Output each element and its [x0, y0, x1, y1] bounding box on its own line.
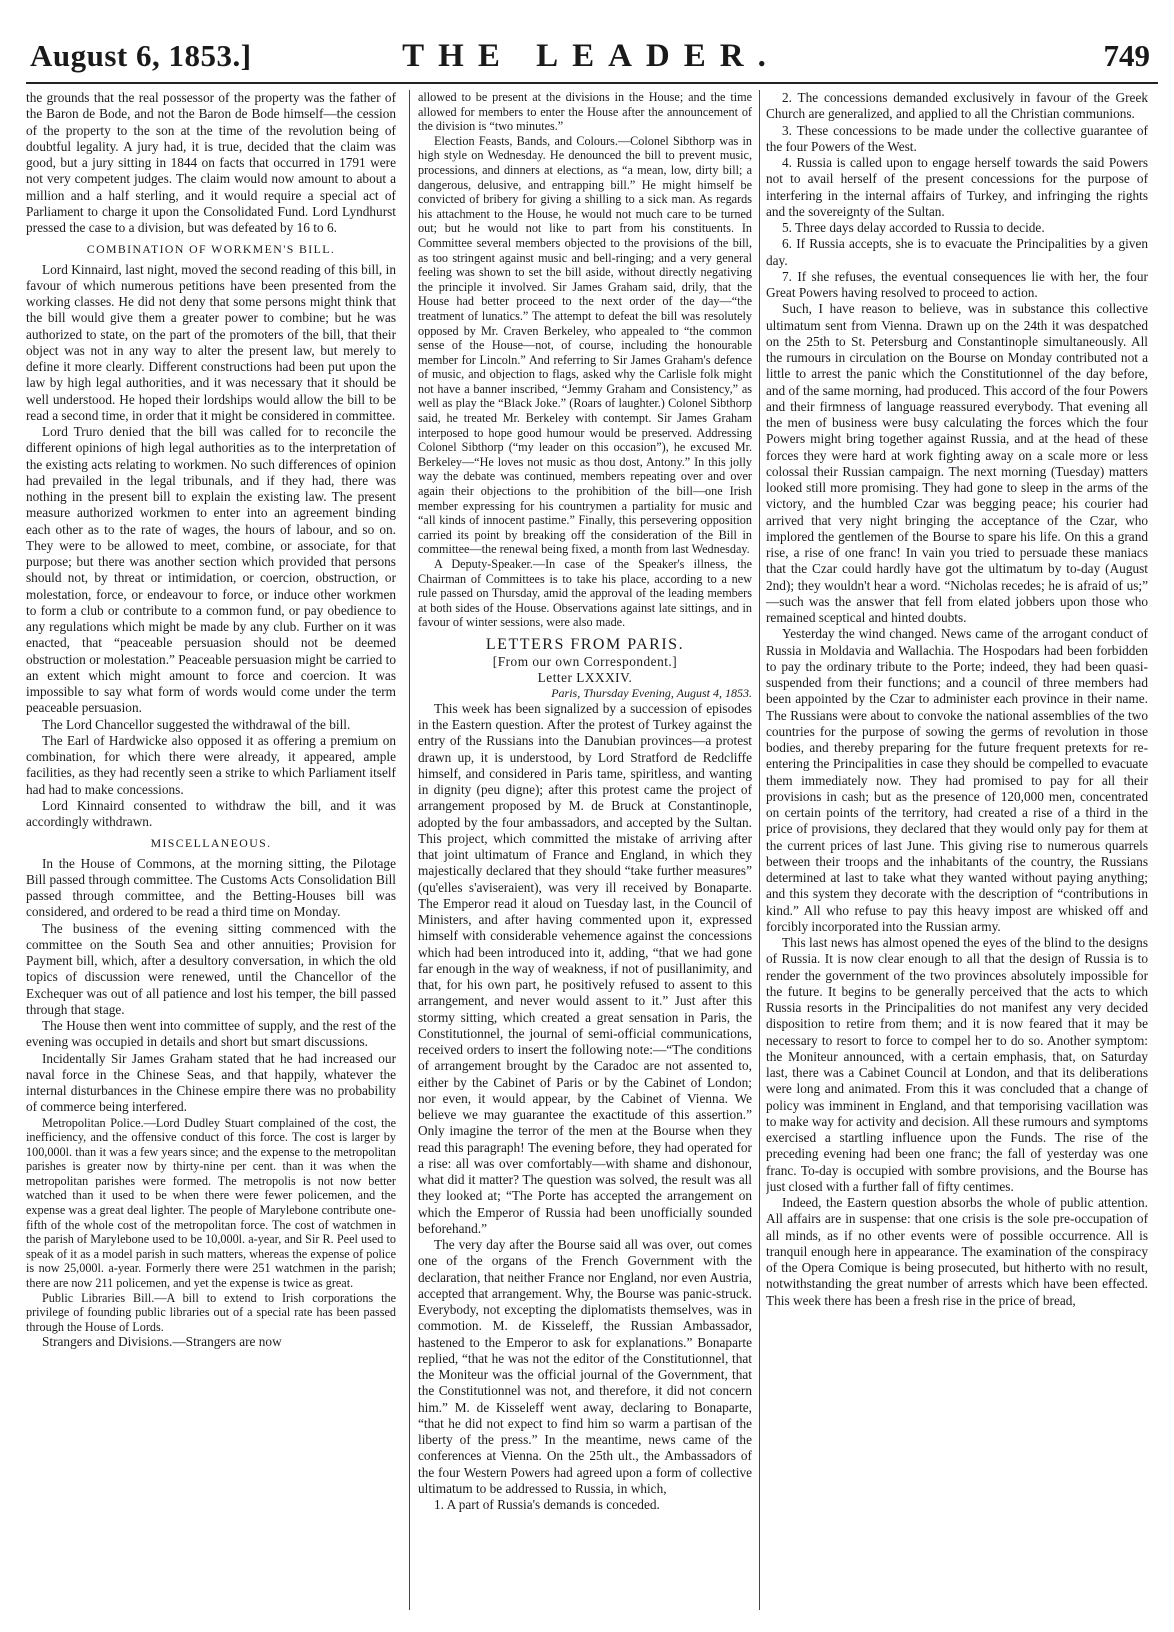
paragraph: The House then went into committee of supply, and the rest of the evening was occupied in details and short but smart discussions. — [26, 1018, 396, 1050]
issue-date: August 6, 1853.] — [30, 38, 252, 73]
paragraph: the grounds that the real possessor of the property was the father of the Baron de Bode, and not the Baron de Bode himself—the cession of the property to the son at the time of the revolution being of doubtful legality. A jury had, it is true, decided that the claim was good, but a jury sitting in 1844 on facts that occurred in 1791 were not very competent judges. The claim would now amount to about a million and a half sterling, and it would require a special act of Parliament to charge it upon the Consolidated Fund. Lord Lyndhurst pressed the case to a division, but was defeated by 16 to 6. — [26, 90, 396, 235]
page-header — [26, 36, 1156, 84]
paragraph: Metropolitan Police.—Lord Dudley Stuart complained of the cost, the inefficiency, and the offensive conduct of this force. The cost is larger by 100,000l. than it was a few years since; and the expense to the metropolitan parishes is greater now by thirty-nine per cent. than it was when the metropolitan parishes were formed. The metropolis is not now better watched than it used to be when there were fewer policemen, and the expense was a great deal lighter. The people of Marylebone contribute one-fifth of the whole cost of the metropolitan force. The cost of watchmen in the parish of Marylebone used to be 10,000l. a-year, and Sir R. Peel used to speak of it as a model parish in such matters, whereas the expense of police is now 25,000l. a-year. Formerly there were 251 watchmen in the parish; there are now 211 policemen, and yet the expense is twice as great. — [26, 1115, 396, 1291]
column-divider — [409, 90, 410, 1610]
paragraph: Public Libraries Bill.—A bill to extend to Irish corporations the privilege of founding public libraries out of a special rate has been passed through the House of Lords. — [26, 1290, 396, 1334]
paragraph: 4. Russia is called upon to engage herself towards the said Powers not to avail herself of the present concessions for the purpose of interfering in the internal affairs of Turkey, and infringing the rights and the sovereignty of the Sultan. — [766, 155, 1148, 219]
column-2 — [418, 90, 752, 1615]
paragraph: Lord Truro denied that the bill was called for to reconcile the different opinions of high legal authorities as to the interpretation of the existing acts relating to workmen. No such differences of opinion had prevailed in the legal tribunals, and if they had, there was nothing in the present bill to explain the existing law. The present measure authorized workmen to enter into an agreement binding each other as to the rate of wages, the hours of labour, and so on. They were to be allowed to meet, combine, or associate, for that purpose; but there was another section which provided that persons should not, by threat or intimidation, or coercion, obstruction, or molestation, force, or endeavour to force, or induce other workmen to form a club or contribute to a common fund, or pay obedience to any regulations which might be made by any club. Further on it was enacted, that “peaceable persuasion should not be deemed obstruction or molestation.” Peaceable persuasion might be carried to an extent which might amount to force and coercion. It was impossible to say what form of words would come under the term peaceable persuasion. — [26, 424, 396, 716]
column-3 — [766, 90, 1148, 1615]
letter-number: Letter LXXXIV. — [537, 669, 633, 685]
paragraph: Lord Kinnaird consented to withdraw the bill, and it was accordingly withdrawn. — [26, 797, 396, 829]
paragraph: 5. Three days delay accorded to Russia to decide. — [782, 220, 1045, 235]
page-number: 749 — [1103, 38, 1150, 73]
paragraph: The Lord Chancellor suggested the withdrawal of the bill. — [42, 716, 351, 732]
paragraph: allowed to be present at the divisions in the House; and the time allowed for members to enter the House after the announcement of the division is “two minutes.” — [418, 90, 752, 134]
dateline: Paris, Thursday Evening, August 4, 1853. — [551, 685, 752, 700]
paragraph: Indeed, the Eastern question absorbs the whole of public attention. All affairs are in suspense: that one crisis is the sole pre-occupation of all minds, as if no other events were of possible occurrence. All is tranquil enough here in appearance. The examination of the conspiracy of the Opera Comique is being prosecuted, but hitherto with no result, notwithstanding the great number of arrests which have been effected. This week there has been a fresh rise in the price of bread, — [766, 1195, 1148, 1308]
column-1 — [26, 90, 396, 1615]
paragraph: Lord Kinnaird, last night, moved the second reading of this bill, in favour of which numerous petitions have been presented from the working classes. He did not deny that some persons might think that the bill would give them a greater power to combine; but he was authorized to state, on the part of the promoters of the bill, that their object was not in any way to alter the present law, but merely to define it more clearly. Different constructions had been put upon the law by high legal authorities, and it was necessary that it should be well understood. He hoped their lordships would allow the bill to be read a second time, in order that it might be considered in committee. — [26, 261, 396, 423]
column-divider — [759, 90, 760, 1610]
paragraph: Such, I have reason to believe, was in substance this collective ultimatum sent from Vienna. Drawn up on the 24th it was despatched on the 25th to St. Petersburg and Constantinople simultaneously. All the rumours in circulation on the Bourse on Monday contributed not a little to arrest the panic which the Constitutionnel of the day before, and of the same morning, had produced. This accord of the four Powers and their firmness of language reassured everybody. That evening all the men of business were busy calculating the forces which the four Powers might bring together against Russia, and at the head of these forces they were hard at work fighting away on a scale more or less colossal their Russian campaign. The next morning (Tuesday) matters looked still more promising. They had gone to sleep in the arms of the victory, and the humbled Czar was begging peace; his courier had arrived that very night bringing the acceptance of the Czar, who implored the gentlemen of the Bourse to spare his life. On this a grand rise, a rise of one franc! In vain you tried to persuade these maniacs that the Czar could hardly have got the ultimatum by to-day (August 2nd); they wouldn't hear a word. “Nicholas recedes; he is afraid of us;” —such was the answer that fell from elated jobbers upon those who remained sceptical and hinted doubts. — [766, 301, 1148, 625]
paragraph: 6. If Russia accepts, she is to evacuate the Principalities by a given day. — [766, 236, 1148, 268]
paragraph: This week has been signalized by a succession of episodes in the Eastern question. After the protest of Turkey against the entry of the Russians into the Danubian provinces—a protest drawn up, it is understood, by Lord Stratford de Redcliffe himself, and considered in Paris tame, spiritless, and wanting in dignity (peu digne); after this protest came the project of arrangement proposed by M. de Bruck at Constantinople, adopted by the four ambassadors, and accepted by the Sultan. This project, which committed the mistake of arriving after that joint ultimatum of France and England, in which they majestically declared that they should “take further measures” (qu'elles s'aviseraient), was very ill received by Bonaparte. The Emperor read it aloud on Tuesday last, in the Council of Ministers, and after having commented upon it, expressed himself with considerable vehemence against the concessions which had been introduced into it, adding, “that we had gone far enough in the way of weakness, if not of pusillanimity, and that, for his own part, he positively refused to assent to this arrangement, and never would assent to it.” Just after this stormy sitting, which created a great sensation in Paris, the Constitutionnel, the journal of semi-official communications, received orders to insert the following note:—“The conditions of arrangement brought by the Caradoc are not assented to, either by the Cabinet of Paris or by the Cabinet of London; nor even, it would appear, by the Cabinet of Vienna. We believe we may guarantee the exactitude of this assertion.” Only imagine the terror of the men at the Bourse when they read this paragraph! The evening before, they had operated for a rise: all was over comfortably—with shame and dishonour, what did it matter? The question was solved, the result was all they looked at; “The Porte has accepted the arrangement on which the Emperor of Russia had been unofficially sounded beforehand.” — [418, 700, 752, 1236]
newspaper-title: THE LEADER. — [402, 38, 780, 74]
paragraph: The business of the evening sitting commenced with the committee on the South Sea and other annuities; Provision for Payment bill, which, after a desultory conversation, in which the old topics of discussion were renewed, until the Chancellor of the Exchequer was out of all patience and lost his temper, the bill passed through that stage. — [26, 920, 396, 1017]
paragraph: The very day after the Bourse said all was over, out comes one of the organs of the French Government with the declaration, that neither France nor England, nor even Austria, accepted that arrangement. Why, the Bourse was panic-struck. Everybody, not excepting the diplomatists themselves, was in commotion. M. de Kisseleff, the Russian Ambassador, hastened to the Emperor to ask for explanations.” Bonaparte replied, “that he was not the editor of the Constitutionnel, that the Moniteur was the official journal of the Government, that the Constitutionnel was not, and therefore, it did not concern him.” M. de Kisseleff went away, declaring to Bonaparte, “that he did not expect to find him so warm a partisan of the liberty of the press.” In the meantime, news came of the conferences at Vienna. On the 25th ult., the Ambassadors of the four Western Powers had agreed upon a form of collective ultimatum to be addressed to Russia, in which, — [418, 1237, 752, 1496]
paragraph: Yesterday the wind changed. News came of the arrogant conduct of Russia in Moldavia and Wallachia. The Hospodars had been forbidden to pay the ordinary tribute to the Porte; indeed, they had been quasi-suspended from their functions; and a council of three members had been appointed by the Czar to administer each province in their name. The Russians were about to convoke the national assemblies of the two countries for the purpose of sowing the germs of revolution in those bodies, and thereby preparing for the future frequent pretexts for re-entering the Principalities in case they should be compelled to evacuate them immediately now. They had promised to pay for all their provisions in cash; but as the presence of 120,000 men, concentrated on certain points of the territory, had created a rise of a third in the price of provisions, they declared that they would only pay for them at the current prices of last June. This giving rise to numerous quarrels between their troops and the inhabitants of the country, the Russians determined at last to take what they wanted without paying anything; and this system they decorate with the description of “contributions in kind.” All who refuse to pay this heavy impost are whisked off and forcibly incorporated into the Russian army. — [766, 626, 1148, 934]
paragraph: 3. These concessions to be made under the collective guarantee of the four Powers of the West. — [766, 122, 1148, 154]
letter-subheading: [From our own Correspondent.] — [492, 653, 678, 669]
paragraph: Election Feasts, Bands, and Colours.—Colonel Sibthorp was in high style on Wednesday. He denounced the bill to prevent music, processions, and dinners at elections, as “a mean, low, dirty bill; a dangerous, delusive, and entrapping bill.” He might himself be convicted of bribery for giving a shilling to a sick man. As regards his attachment to the House, he would not much care to be turned out; but he would not like to part from his constituents. In Committee several members objected to the provisions of the bill, as too stringent against music and bell-ringing; and a very general feeling was shown to set the bill aside, without directly negativing the principle it involved. Sir James Graham said, drily, that the House had better proceed to the next order of the day—“the treatment of lunatics.” The attempt to defeat the bill was resolutely opposed by Mr. Craven Berkeley, who appealed to “the common sense of the House—not, of course, including the honourable member for Lincoln.” And referring to Sir James Graham's defence of music, and objection to flags, asked why the Carlisle folk might not have a banner inscribed, “Jemmy Graham and Consistency,” as well as play the “Black Joke.” (Roars of laughter.) Colonel Sibthorp said, he treated Mr. Berkeley with contempt. Sir James Graham interposed to hope good humour would be preserved. Addressing Colonel Sibthorp (“my leader on this occasion”), he excused Mr. Berkeley—“He loves not music as thou dost, Antony.” In this jolly way the debate was continued, members repeating over and over again their objections to the prohibition of the bill—one Irish member expressing for his countrymen a partiality for music and “all kinds of innocent pastime.” Finally, this persevering opposition carried its point by breaking off the consideration of the Bill in committee—the renewal being fixed, a month from last Wednesday. — [418, 133, 752, 557]
header-rule — [26, 82, 1158, 84]
paragraph: A Deputy-Speaker.—In case of the Speaker's illness, the Chairman of Committees is to take his place, according to a new rule passed on Thursday, amid the approval of the leading members at both sides of the House. Observations against late sittings, and in favour of winter sessions, were also made. — [418, 557, 752, 630]
paragraph: Incidentally Sir James Graham stated that he had increased our naval force in the Chinese Seas, and that happily, whatever the internal disturbances in the Chinese empire there was no probability of commerce being interfered. — [26, 1050, 396, 1115]
letter-heading: LETTERS FROM PARIS. — [485, 635, 685, 653]
paragraph: 2. The concessions demanded exclusively in favour of the Greek Church are generalized, and applied to all the Christian communions. — [766, 90, 1148, 122]
paragraph: 7. If she refuses, the eventual consequences lie with her, the four Great Powers having resolved to proceed to action. — [766, 268, 1148, 300]
section-heading: MISCELLANEOUS. — [150, 836, 272, 851]
section-heading: COMBINATION OF WORKMEN'S BILL. — [86, 242, 336, 257]
paragraph: This last news has almost opened the eyes of the blind to the designs of Russia. It is now clear enough to all that the design of Russia is to render the government of the two provinces absolutely impossible for the future. It begins to be generally perceived that the acts to which Russia resorts in the Principalities do not manifest any very decided disposition to retire from them; and it is now feared that it may be necessary to resort to force to compel her to do so. Another symptom: the Moniteur announced, with a certain emphasis, that, on Saturday last, there was a Cabinet Council at London, and that its deliberations were long and animated. From this it was concluded that a change of policy was imminent in England, and that temporising vacillation was to make way for activity and decision. All these rumours and symptoms exercised a startling influence upon the Funds. The rise of the preceding evening had been one franc; the fall of yesterday was one franc. To-day is occupied with sombre provisions, and the Bourse has just closed with a further fall of fifty centimes. — [766, 935, 1148, 1194]
paragraph: 1. A part of Russia's demands is conceded. — [434, 1497, 660, 1513]
paragraph: In the House of Commons, at the morning sitting, the Pilotage Bill passed through committee. The Customs Acts Consolidation Bill passed through committee, and the Betting-Houses bill was considered, and ordered to be read a third time on Monday. — [26, 855, 396, 920]
paragraph: The Earl of Hardwicke also opposed it as offering a premium on combination, for which there were already, it appeared, ample facilities, as they had recently seen a strike to which Parliament itself had had to make concessions. — [26, 732, 396, 797]
paragraph: Strangers and Divisions.—Strangers are now — [42, 1334, 282, 1350]
